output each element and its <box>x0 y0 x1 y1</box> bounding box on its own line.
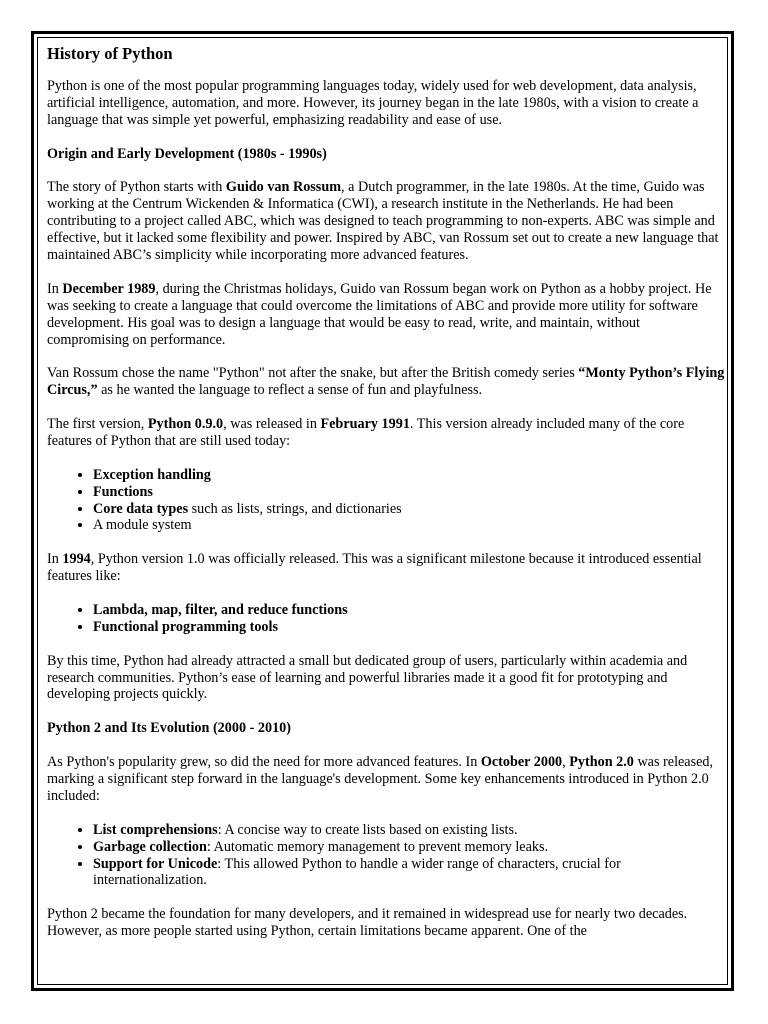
text-run: such as lists, strings, and dictionaries <box>188 500 402 517</box>
intro-paragraph: Python is one of the most popular programming languages today, widely used for web development, data analysis, artificial intelligence, automation, and more. However, its journey began in the late 1980s, with a vision to create a language that was simple yet powerful, emphasizing readability and ease of use. <box>47 78 699 128</box>
bold-python-090: Python 0.9.0 <box>147 416 224 433</box>
paragraph-first-version <box>47 416 725 450</box>
bold-item: Lambda, map, filter, and reduce functions <box>93 601 348 618</box>
list-item: • A module system <box>93 517 725 534</box>
text-run: . This version already included many of the core features of Python that are still used today: <box>47 416 685 449</box>
paragraph-guido <box>47 179 725 264</box>
paragraph-early-users: By this time, Python had already attracted a small but dedicated group of users, particularly within academia and research communities. Python’s ease of learning and powerful libraries made it a good fit for prototyping and developing projects quickly. <box>47 652 688 703</box>
text-run: The story of Python starts with <box>47 179 226 196</box>
bold-guido-name: Guido van Rossum <box>225 179 342 196</box>
list-item <box>93 602 725 619</box>
bold-item: Support for Unicode <box>93 855 218 872</box>
text-run: , during the Christmas holidays, Guido van Rossum began work on Python as a hobby project. He was seeking to create a language that could overcome the limitations of ABC and provide more utility for software development. His goal was to design a language that would be easy to read, write, and maintain, without compromising on performance. <box>47 280 712 348</box>
section-heading-origin: Origin and Early Development (1980s - 1990s) <box>47 145 327 162</box>
text-run: was released, marking a significant step forward in the language's development. Some key enhancements introduced in Python 2.0 included: <box>47 754 714 804</box>
bold-item: Functions <box>93 483 153 500</box>
bold-item: List comprehensions <box>93 821 218 838</box>
paragraph-python2-release <box>47 754 725 805</box>
paragraph-name-origin <box>47 365 725 399</box>
core-features-list <box>47 467 725 535</box>
text-run: , was released in <box>223 416 321 433</box>
paragraph-python2-foundation: Python 2 became the foundation for many developers, and it remained in widespread use for nearly two decades. However, as more people started using Python, certain limitations became apparent. One of the <box>47 906 688 940</box>
paragraph-1994 <box>47 551 725 585</box>
document-title: History of Python <box>47 44 173 63</box>
list-item <box>93 484 725 501</box>
text-run: : This allowed Python to handle a wider range of characters, crucial for internationalization. <box>93 855 621 889</box>
bold-item: Functional programming tools <box>93 618 278 635</box>
text-run: as he wanted the language to reflect a sense of fun and playfulness. <box>97 382 483 399</box>
list-item <box>93 822 725 839</box>
bold-december-1989: December 1989 <box>62 280 156 297</box>
list-item <box>93 839 725 856</box>
text-run: In <box>47 551 63 568</box>
bold-item: Exception handling <box>93 466 211 483</box>
text-run: , a Dutch programmer, in the late 1980s. At the time, Guido was working at the Centrum Wickenden & Informatica (CWI), a research institute in the Netherlands. He had been contributing to a project called ABC, which was designed to teach programming to non-experts. ABC was simple and effective, but it lacked some flexibility and power. Inspired by ABC, van Rossum set out to create a new language that maintained ABC’s simplicity while incorporating more advanced features. <box>47 179 719 264</box>
bold-item: Garbage collection <box>93 838 207 855</box>
list-item <box>93 619 725 636</box>
text-run: Van Rossum chose the name "Python" not after the snake, but after the British comedy series <box>47 365 579 382</box>
bold-1994: 1994 <box>62 551 91 568</box>
python2-features-list <box>47 822 725 890</box>
text-run: The first version, <box>47 416 148 433</box>
text-run: As Python's popularity grew, so did the need for more advanced features. In <box>47 754 481 771</box>
list-item <box>93 467 725 484</box>
list-item <box>93 856 725 890</box>
text-run: : A concise way to create lists based on existing lists. <box>217 821 518 838</box>
list-item <box>93 501 725 518</box>
text-run: , <box>562 754 570 771</box>
bold-item: Core data types <box>93 500 189 517</box>
document-body <box>47 44 725 957</box>
bold-monty-python: “Monty Python’s Flying Circus,” <box>47 365 725 399</box>
paragraph-december-1989 <box>47 281 725 349</box>
bold-october-2000: October 2000 <box>480 754 563 771</box>
bold-python-20: Python 2.0 <box>569 754 634 771</box>
text-run: In <box>47 280 63 297</box>
bold-february-1991: February 1991 <box>320 416 410 433</box>
text-run: : Automatic memory management to prevent memory leaks. <box>206 838 549 855</box>
v1-features-list <box>47 602 725 636</box>
section-heading-python2: Python 2 and Its Evolution (2000 - 2010) <box>47 720 291 737</box>
text-run: , Python version 1.0 was officially released. This was a significant milestone because it introduced essential features like: <box>47 551 702 585</box>
